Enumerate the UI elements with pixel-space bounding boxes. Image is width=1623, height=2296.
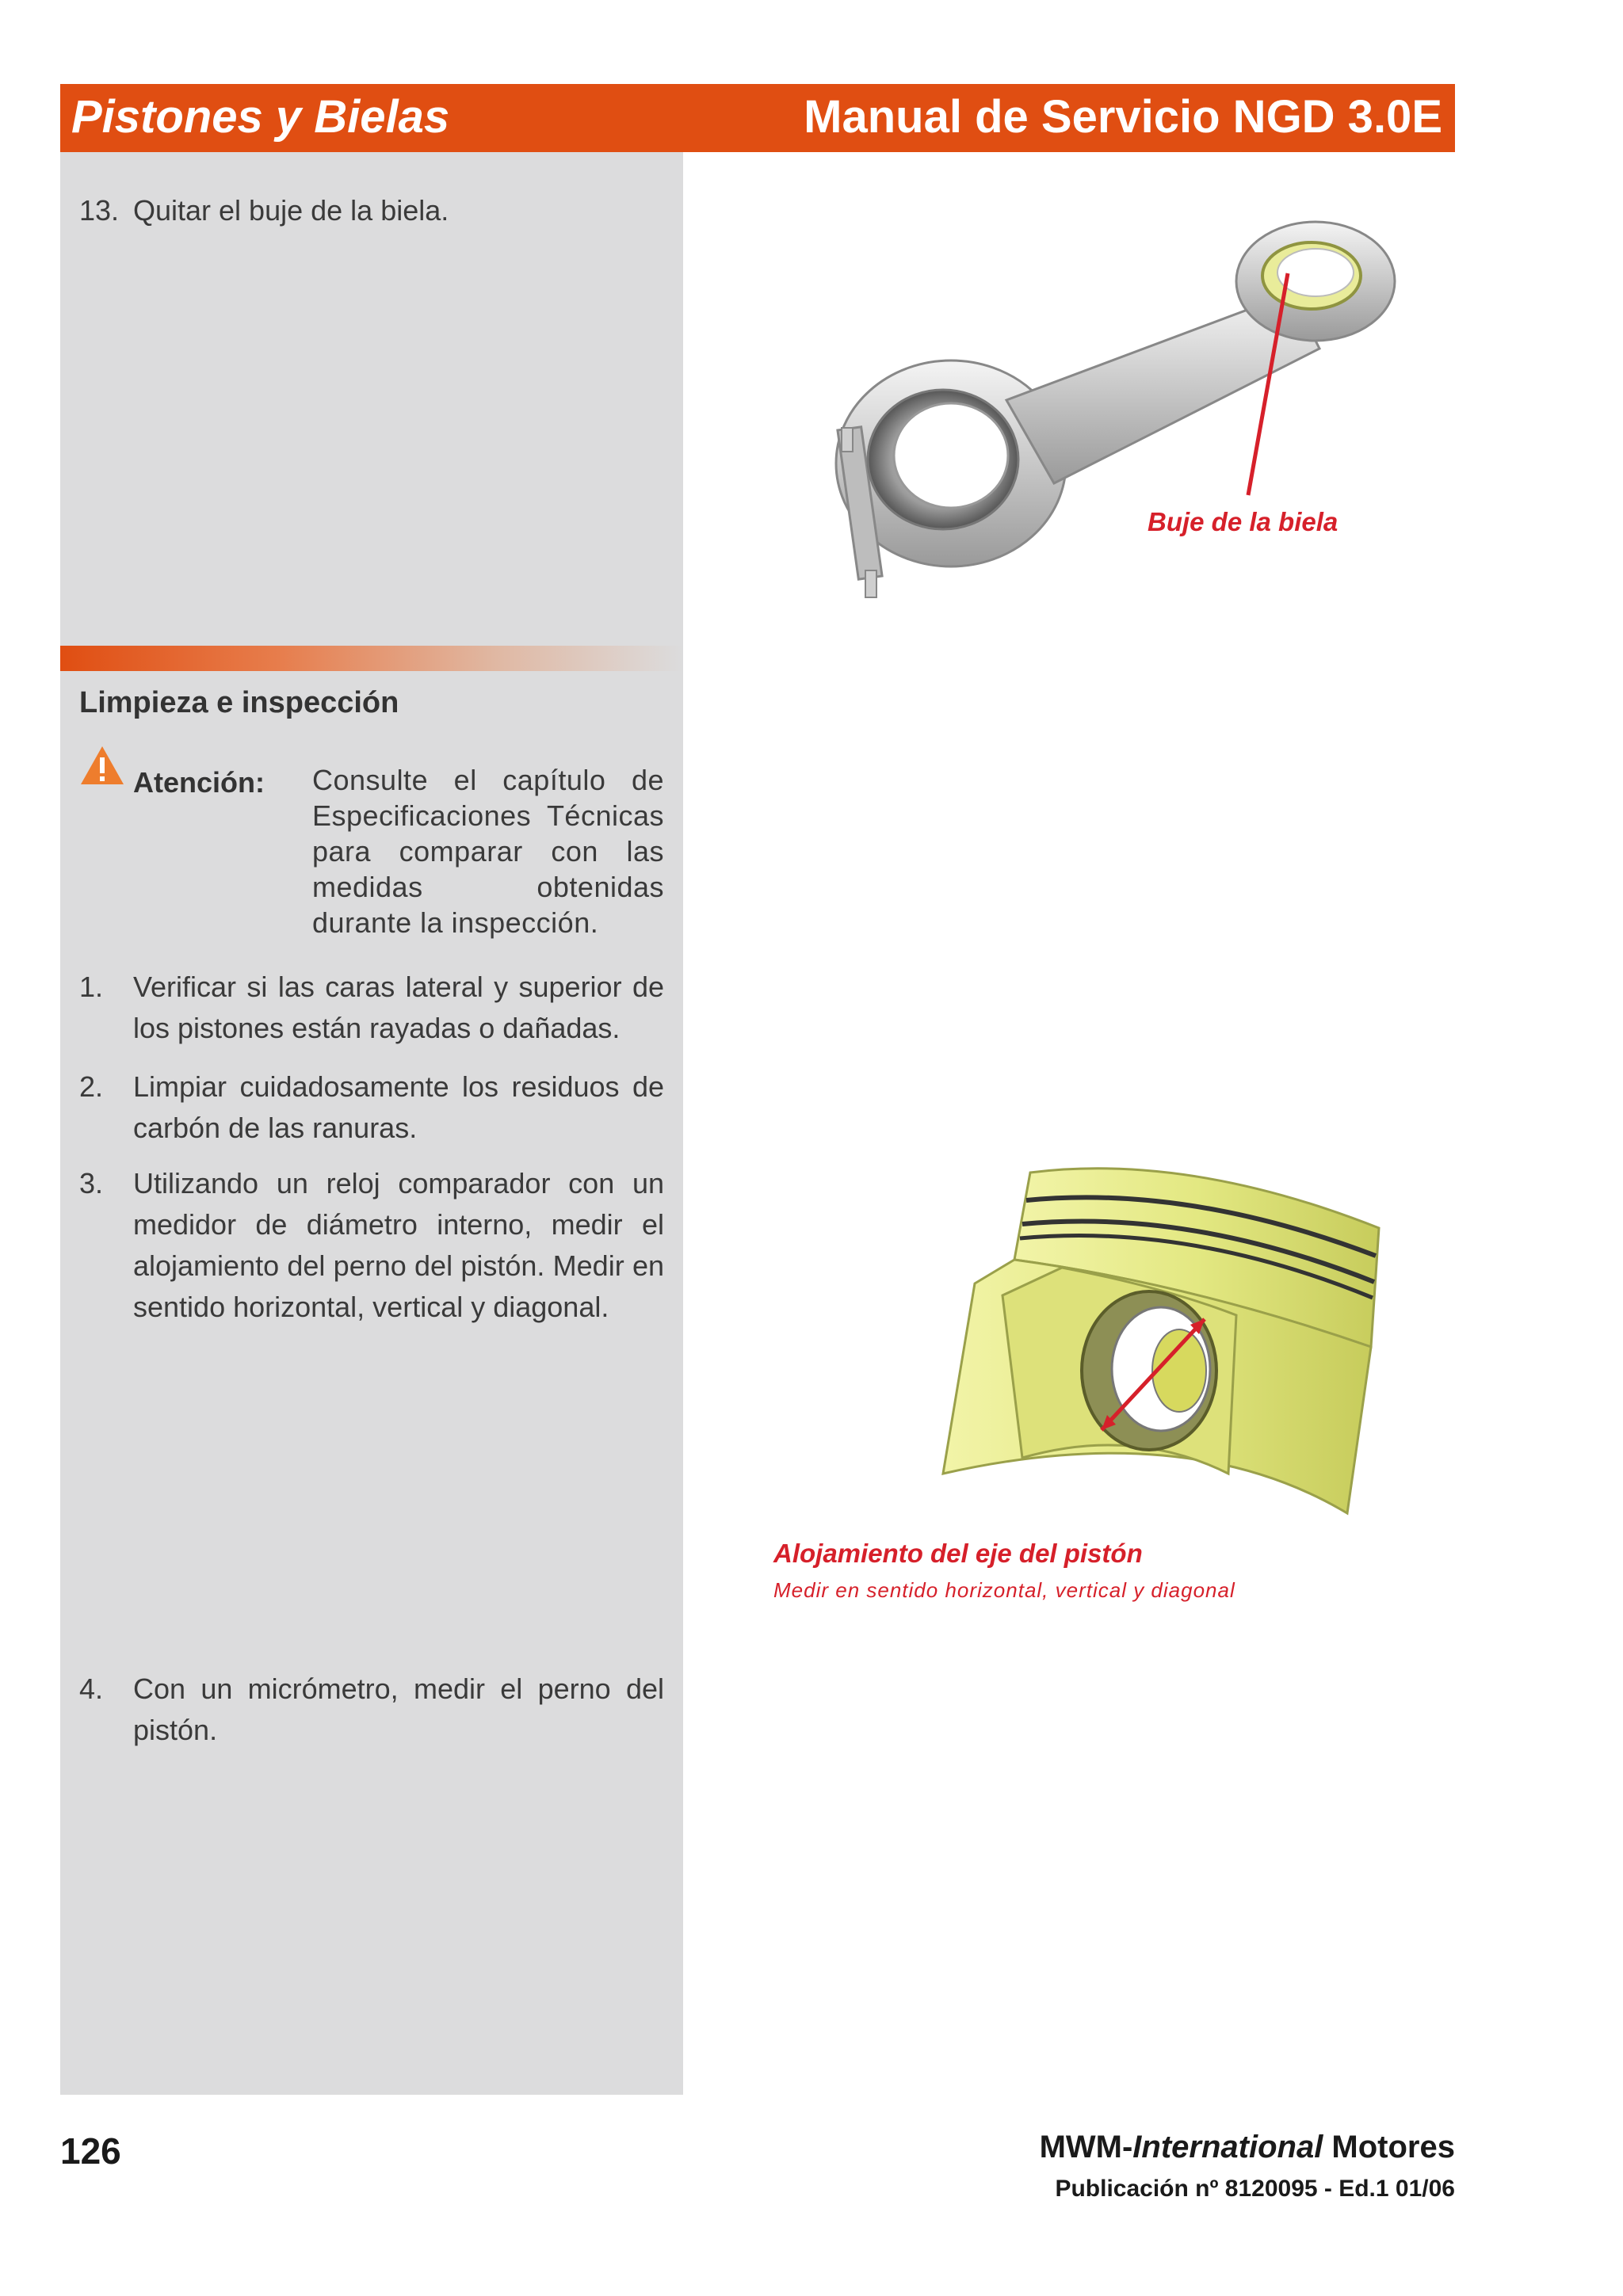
figure2-subcaption: Medir en sentido horizontal, vertical y diagonal	[773, 1578, 1235, 1602]
step-2-number: 2.	[79, 1070, 104, 1103]
page-number: 126	[60, 2130, 121, 2172]
figure2-caption: Alojamiento del eje del pistón	[773, 1539, 1143, 1568]
attention-label: Atención:	[133, 766, 265, 799]
section-divider	[60, 646, 683, 671]
manual-title: Manual de Servicio NGD 3.0E	[804, 91, 1442, 143]
figure1-caption: Buje de la biela	[1148, 507, 1338, 536]
step-1-number: 1.	[79, 971, 104, 1003]
cleaning-inspection-title: Limpieza e inspección	[79, 686, 399, 719]
warning-icon	[79, 745, 125, 786]
footer-publication: Publicación nº 8120095 - Ed.1 01/06	[1055, 2176, 1455, 2202]
step-3-text: Utilizando un reloj comparador con un medidor de diámetro interno, medir el alojamiento del perno del pistón. Medir en sentido horizontal, vertical y diagonal.	[133, 1167, 664, 1323]
step-1-text: Verificar si las caras lateral y superior de los pistones están rayadas o dañadas.	[133, 971, 664, 1044]
piston-image	[927, 1157, 1387, 1537]
connecting-rod-image	[824, 198, 1442, 658]
step-13-number: 13.	[79, 194, 120, 227]
step-2-text: Limpiar cuidadosamente los residuos de carbón de las ranuras.	[133, 1070, 664, 1144]
step-4-number: 4.	[79, 1672, 104, 1705]
attention-text: Consulte el capítulo de Especificaciones Técnicas para comparar con las medidas obtenidas durante la inspección.	[312, 764, 664, 939]
footer-brand: MWM-International Motores	[1039, 2130, 1455, 2164]
page-header	[60, 84, 1455, 152]
step-13-text: Quitar el buje de la biela.	[133, 194, 449, 227]
step-3-number: 3.	[79, 1167, 104, 1199]
step-4-text: Con un micrómetro, medir el perno del pistón.	[133, 1672, 664, 1746]
section-title-header: Pistones y Bielas	[71, 91, 450, 143]
